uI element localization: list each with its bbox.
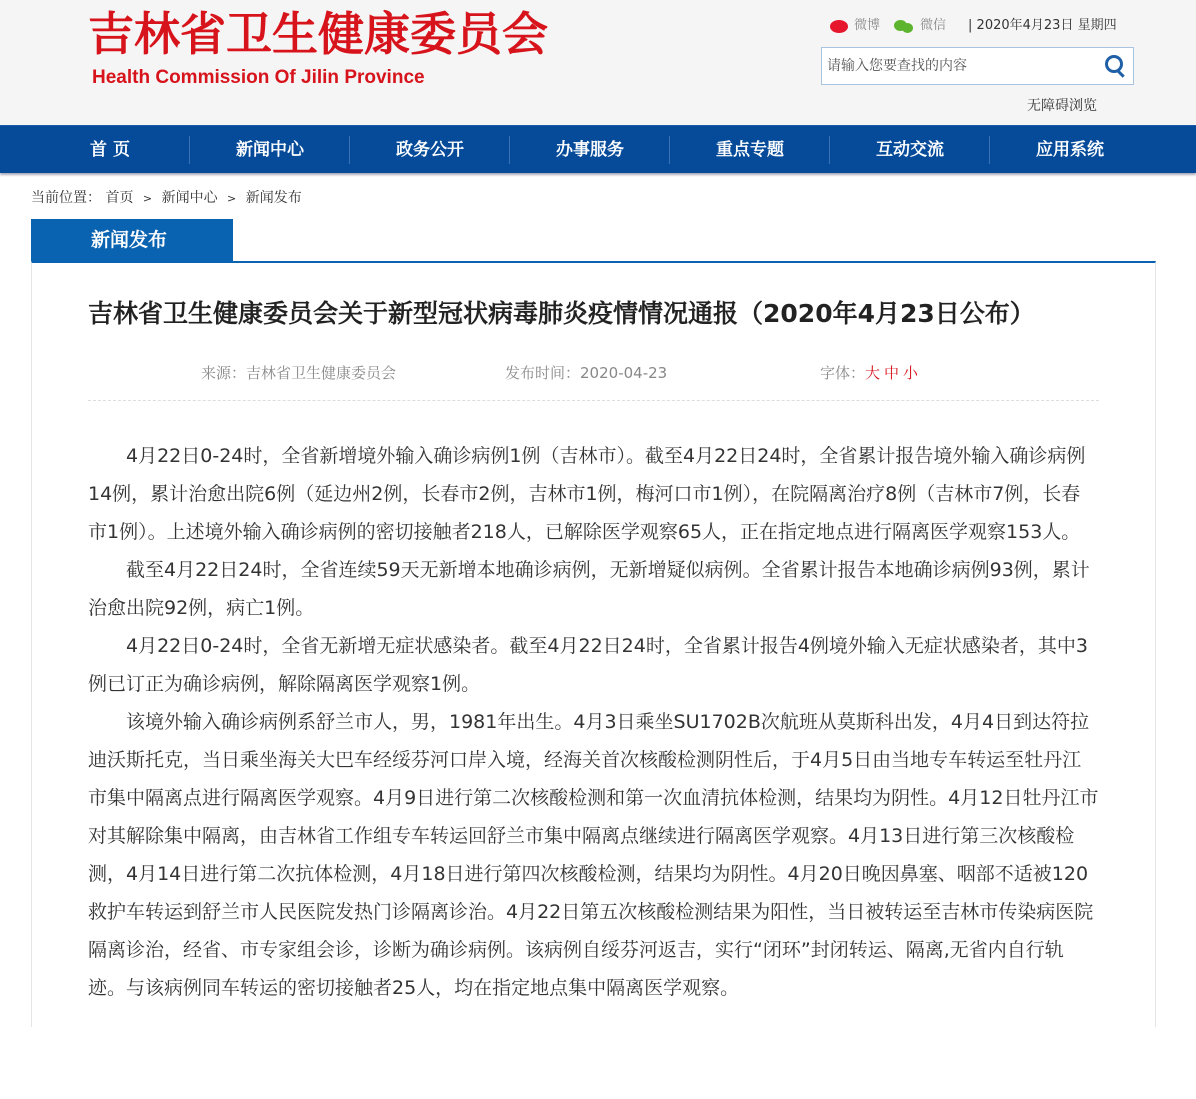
font-size-label: 字体： [820, 364, 866, 382]
font-small-button[interactable]: 小 [903, 364, 919, 382]
breadcrumb-news-release[interactable]: 新闻发布 [245, 190, 302, 206]
search-icon[interactable] [1097, 48, 1133, 84]
wechat-icon[interactable] [894, 20, 914, 33]
publish-date: 2020-04-23 [580, 364, 668, 382]
article-body [88, 437, 1099, 1007]
top-bar [830, 15, 1117, 37]
nav-news-center[interactable]: 新闻中心 [190, 126, 350, 174]
article-meta [88, 361, 1099, 401]
paragraph: 4月22日0-24时，全省无新增无症状感染者。截至4月22日24时，全省累计报告4例境外输入无症状感染者，其中3例已订正为确诊病例，解除隔离医学观察1例。 [88, 635, 1089, 695]
paragraph: 该境外输入确诊病例系舒兰市人，男，1981年出生。4月3日乘坐SU1702B次航班从莫斯科出发，4月4日到达符拉迪沃斯托克，当日乘坐海关大巴车经绥芬河口岸入境，经海关首次核酸检测阴性后，于4月5日由当地专车转运至牡丹江市集中隔离点进行隔离医学观察。4月9日进行第二次核酸检测和第一次血清抗体检测，结果均为阴性。4月12日牡丹江市对其解除集中隔离，由吉林省工作组专车转运回舒兰市集中隔离点继续进行隔离医学观察。4月13日进行第三次核酸检测，4月14日进行第二次抗体检测，4月18日进行第四次核酸检测，结果均为阴性。4月20日晚因鼻塞、咽部不适被120救护车转运到舒兰市人民医院发热门诊隔离诊治。4月22日第五次核酸检测结果为阳性，当日被转运至吉林市传染病医院隔离诊治，经省、市专家组会诊，诊断为确诊病例。该病例自绥芬河返吉，实行“闭环”封闭转运、隔离,无省内自行轨迹。与该病例同车转运的密切接触者25人，均在指定地点集中隔离医学观察。 [88, 711, 1099, 999]
nav-interaction[interactable]: 互动交流 [830, 126, 990, 174]
paragraph: 4月22日0-24时，全省新增境外输入确诊病例1例（吉林市）。截至4月22日24时，全省累计报告境外输入确诊病例14例，累计治愈出院6例（延边州2例，长春市2例，吉林市1例，梅河口市1例），在院隔离治疗8例（吉林市7例，长春市1例）。上述境外输入确诊病例的密切接触者218人，已解除医学观察65人，正在指定地点进行隔离医学观察153人。 [88, 445, 1086, 543]
search-input[interactable] [822, 48, 1097, 84]
source-value: 吉林省卫生健康委员会 [246, 364, 397, 382]
nav-special-topics[interactable]: 重点专题 [670, 126, 830, 174]
main-area [0, 187, 1196, 1027]
logo-title[interactable]: 吉林省卫生健康委员会 [88, 7, 548, 61]
section-tab: 新闻发布 [31, 219, 233, 261]
nav-home[interactable]: 首 页 [30, 126, 190, 174]
search-box [821, 47, 1134, 85]
weibo-link[interactable]: 微博 [854, 18, 881, 33]
weibo-icon[interactable] [830, 20, 848, 33]
article-title: 吉林省卫生健康委员会关于新型冠状病毒肺炎疫情情况通报（2020年4月23日公布） [88, 299, 1035, 328]
site-header [0, 0, 1196, 125]
font-medium-button[interactable]: 中 [884, 364, 900, 382]
breadcrumb-sep: > [227, 192, 237, 205]
breadcrumb-sep: > [142, 192, 153, 205]
article-container [31, 261, 1156, 1027]
breadcrumb-home[interactable]: 首页 [105, 190, 134, 206]
nav-applications[interactable]: 应用系统 [1036, 140, 1104, 160]
current-date: | 2020年4月23日 星期四 [968, 18, 1117, 33]
paragraph: 截至4月22日24时，全省连续59天无新增本地确诊病例，无新增疑似病例。全省累计报告本地确诊病例93例，累计治愈出院92例，病亡1例。 [88, 559, 1090, 619]
nav-government-affairs[interactable]: 政务公开 [350, 126, 510, 174]
font-large-button[interactable]: 大 [865, 364, 881, 382]
date-label: 发布时间： [505, 364, 581, 382]
main-nav [0, 125, 1196, 173]
source-label: 来源： [201, 364, 247, 382]
breadcrumb [31, 187, 1156, 209]
breadcrumb-news-center[interactable]: 新闻中心 [161, 190, 218, 206]
breadcrumb-label: 当前位置： [31, 190, 101, 206]
accessibility-link[interactable]: 无障碍浏览 [1027, 98, 1097, 114]
nav-services[interactable]: 办事服务 [510, 126, 670, 174]
logo-subtitle: Health Commission Of Jilin Province [92, 67, 425, 88]
wechat-link[interactable]: 微信 [920, 18, 947, 33]
